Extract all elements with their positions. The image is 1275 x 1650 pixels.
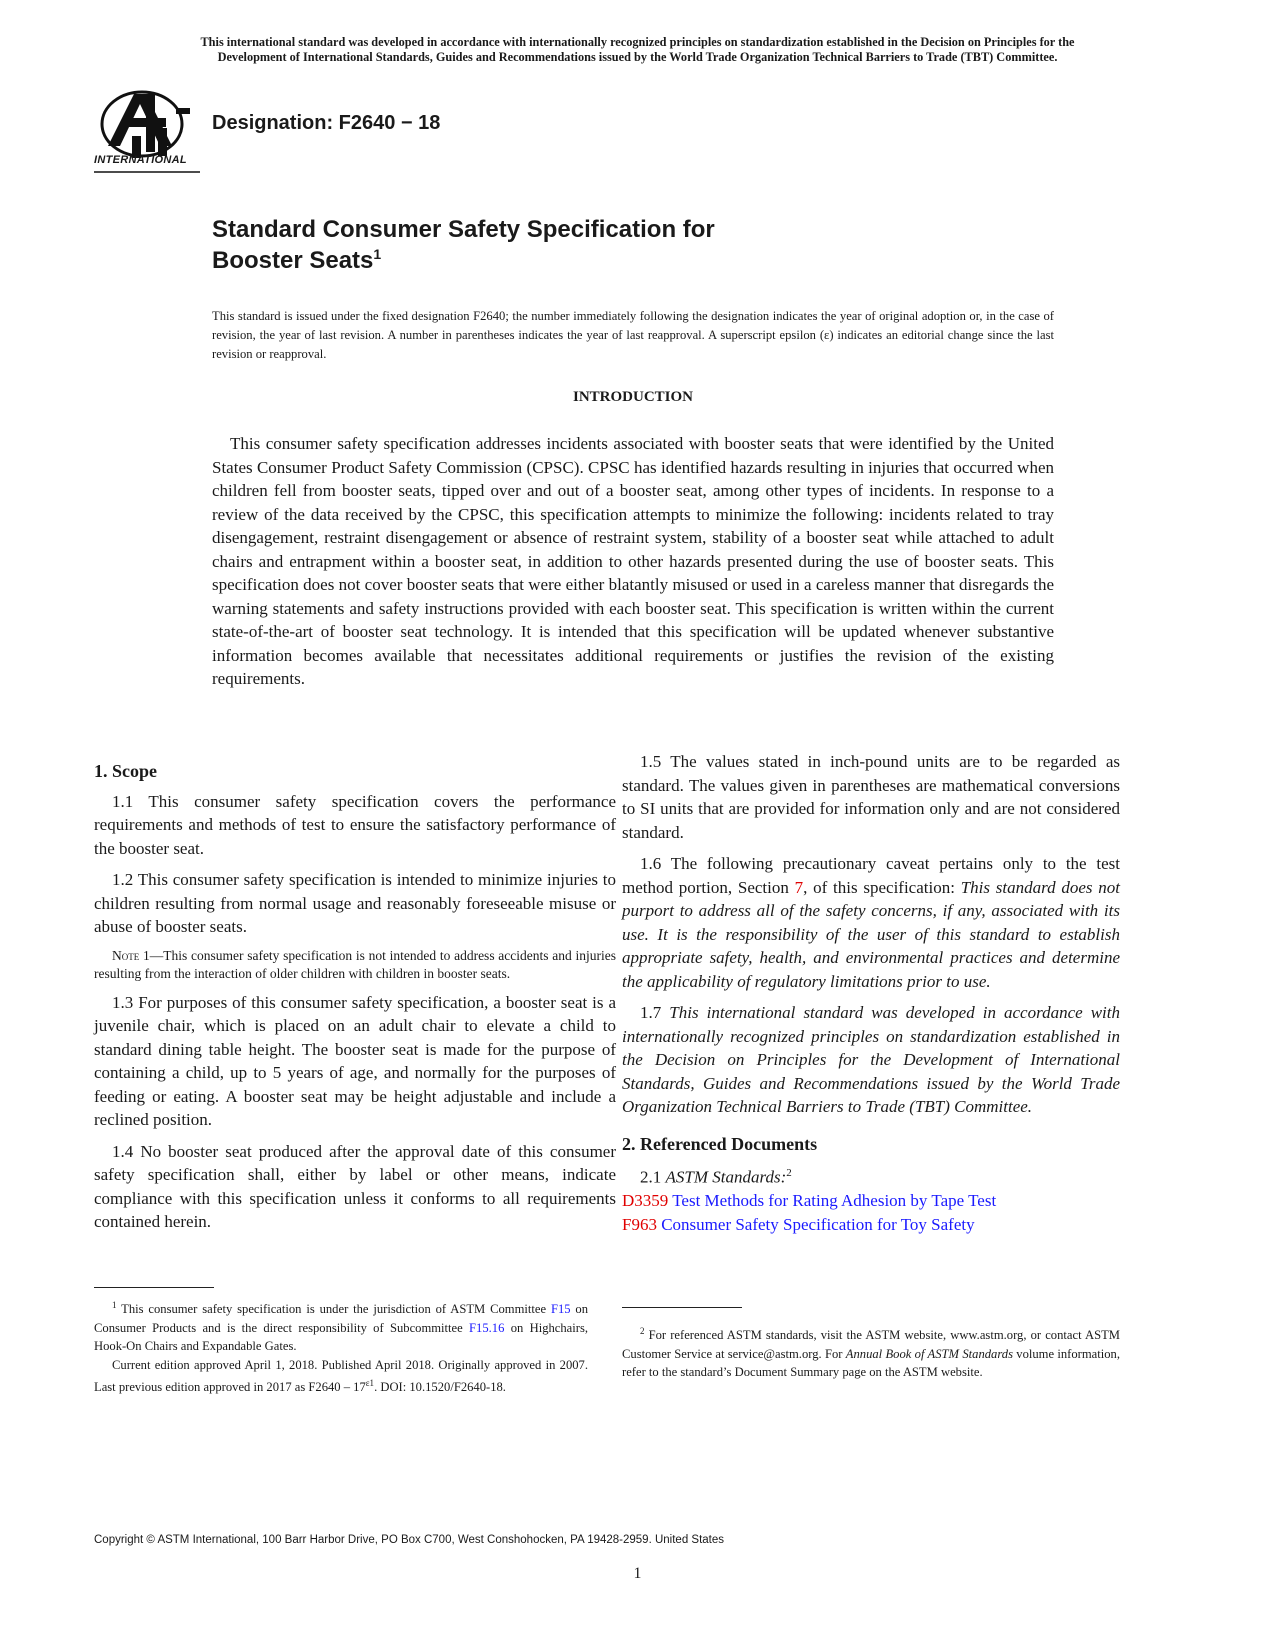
- para-1-5: 1.5 The values stated in inch-pound units are to be regarded as standard. The values given in parentheses are mathematical conversions to SI units that are provided for information only and are not considered standard.: [622, 752, 1120, 842]
- footnote-1-edition: [94, 1356, 588, 1397]
- issued-note: This standard is issued under the fixed designation F2640; the number immediately following the designation indicates the year of original adoption or, in the case of revision, the year of last revision. A number in parentheses indicates the year of last reapproval. A superscript epsilon (ε) indicates an editorial change since the last revision or reapproval.: [212, 309, 1054, 361]
- scope-heading: 1. Scope: [94, 761, 157, 781]
- referenced-heading: 2. Referenced Documents: [622, 1133, 818, 1154]
- footnote-2: [622, 1322, 1120, 1382]
- logo-wordmark: INTERNATIONAL: [94, 154, 187, 166]
- para-2-1-mark: 2: [786, 1167, 792, 1179]
- copyright: Copyright © ASTM International, 100 Barr Harbor Drive, PO Box C700, West Conshohocken, PA 19428-2959. United States: [94, 1534, 725, 1546]
- reference-d3359[interactable]: [622, 1189, 1120, 1213]
- top-notice: [80, 35, 1195, 65]
- top-notice-line2: Development of International Standards, Guides and Recommendations issued by the World Trade Organization Technical Barriers to Trade (TBT) Committee.: [217, 50, 1058, 64]
- reference-f963[interactable]: [622, 1213, 1120, 1237]
- footnote-1-edition-b: . DOI: 10.1520/F2640-18.: [374, 1380, 506, 1395]
- para-1-6-b: , of this specification:: [803, 877, 961, 897]
- footnote-1-mark: 1: [112, 1300, 117, 1310]
- para-1-7-num: 1.7: [640, 1003, 670, 1022]
- footnote-1-text-a: This consumer safety specification is under the jurisdiction of ASTM Committee: [116, 1302, 551, 1317]
- top-notice-line1: This international standard was developed in accordance with internationally recognized principles on standardization established in the Decision on Principles for the: [200, 35, 1075, 49]
- link-section-7[interactable]: 7: [794, 877, 804, 897]
- para-1-4: 1.4 No booster seat produced after the approval date of this consumer safety specification shall, either by label or other means, indicate compliance with this specification unless it conforms to all requirements contained herein.: [94, 1141, 616, 1231]
- footnote-2-italic: Annual Book of ASTM Standards: [845, 1346, 1013, 1361]
- footnote-2-text-b: volume information, refer to the standard’s Document Summary page on the ASTM website.: [622, 1346, 1120, 1380]
- note-1-label: Note 1: [112, 947, 150, 963]
- ref-title-d3359[interactable]: Test Methods for Rating Adhesion by Tape Test: [668, 1191, 997, 1211]
- designation: Designation: F2640 − 18: [212, 112, 441, 134]
- page-number: 1: [633, 1565, 642, 1582]
- para-2-1-text: ASTM Standards:: [665, 1167, 787, 1187]
- para-1-6-a: 1.6 The following precautionary caveat pertains only to the test method portion, Section: [622, 854, 1120, 897]
- footnote-1-edition-a: Current edition approved April 1, 2018. Published April 2018. Originally approved in 2007. Last previous edition approved in 2017 as F2640 – 17: [94, 1357, 588, 1395]
- para-1-6: [622, 852, 1120, 993]
- astm-logo-icon: [94, 88, 200, 180]
- note-1: [94, 947, 616, 983]
- title-line2-text: Booster Seats: [212, 247, 374, 274]
- para-2-1: [622, 1162, 1120, 1189]
- para-1-1: 1.1 This consumer safety specification covers the performance requirements and methods of test to ensure the satisfactory performance of the booster seat.: [94, 791, 616, 858]
- title-footnote-mark: 1: [373, 246, 382, 262]
- para-1-7-text: This international standard was developed in accordance with internationally recognized principles on standardization established in the Decision on Principles for the Development of International Standards, Guides and Recommendations issued by the World Trade Organization Technical Barriers to Trade (TBT) Committee.: [622, 1003, 1120, 1116]
- right-column: [622, 750, 1120, 1236]
- footnote-1-epsilon: ε1: [365, 1378, 375, 1389]
- footnote-1: [94, 1296, 588, 1397]
- ref-code-f963[interactable]: F963: [622, 1214, 657, 1234]
- para-1-3: 1.3 For purposes of this consumer safety specification, a booster seat is a juvenile chair, which is placed on an adult chair to elevate a child to standard dining table height. The booster seat is made for the purpose of containing a child, up to 5 years of age, and normally for the purposes of feeding or eating. A booster seat may be height adjustable and include a reclined position.: [94, 992, 616, 1129]
- astm-logo: [94, 88, 200, 180]
- footnote-2-mark: 2: [640, 1326, 645, 1336]
- link-f15[interactable]: F15: [550, 1302, 571, 1317]
- ref-code-d3359[interactable]: D3359: [622, 1191, 669, 1211]
- title-line1: Standard Consumer Safety Specification for: [212, 216, 715, 243]
- footnote-1-text-b: on Consumer Products and is the direct responsibility of Subcommittee: [94, 1302, 589, 1335]
- footnote-rule-right: [622, 1307, 742, 1308]
- footnote-2-text: [622, 1322, 1120, 1382]
- document-title: [212, 214, 715, 276]
- para-1-6-caveat: This standard does not purport to address all of the safety concerns, if any, associated with its use. It is the responsibility of the user of this standard to establish appropriate safety, health, and environmental practices and determine the applicability of regulatory limitations prior to use.: [622, 877, 1120, 991]
- introduction-text: This consumer safety specification addresses incidents associated with booster seats that were identified by the United States Consumer Product Safety Commission (CPSC). CPSC has identified hazards resulting in injuries that occurred when children fell from booster seats, tipped over and out of a booster seat, among other types of incidents. In response to a review of the data received by the CPSC, this specification attempts to minimize the following: incidents related to tray disengagement, restraint disengagement or absence of restraint system, stability of a booster seat while attached to adult chairs and entrapment within a booster seat, in addition to other hazards presented during the use of booster seats. This specification does not cover booster seats that were either blatantly misused or used in a careless manner that disregards the warning statements and safety instructions provided with each booster seat. This specification is written within the current state-of-the-art of booster seat technology. It is intended that this specification will be updated whenever substantive information becomes available that necessitates additional requirements or justifies the revision of the existing requirements.: [212, 434, 1054, 688]
- left-column: [94, 760, 616, 1242]
- footnote-1-jurisdiction: [94, 1296, 588, 1356]
- link-f15-16[interactable]: F15.16: [469, 1320, 505, 1335]
- introduction-heading: INTRODUCTION: [572, 389, 693, 405]
- title-line2: [212, 245, 715, 276]
- note-1-text: —This consumer safety specification is not intended to address accidents and injuries resulting from the interaction of older children with children in booster seats.: [94, 947, 616, 981]
- footnote-2-text-a: For referenced ASTM standards, visit the ASTM website, www.astm.org, or contact ASTM Customer Service at service@astm.org. For: [622, 1328, 1120, 1361]
- footnote-1-text-c: on Highchairs, Hook-On Chairs and Expandable Gates.: [94, 1320, 588, 1354]
- para-2-1-num: 2.1: [640, 1167, 666, 1187]
- para-1-7: [622, 1001, 1120, 1119]
- para-1-2: 1.2 This consumer safety specification is intended to minimize injuries to children resulting from normal usage and reasonably foreseeable misuse or abuse of booster seats.: [94, 870, 616, 936]
- footnote-rule-left: [94, 1287, 214, 1288]
- ref-title-f963[interactable]: Consumer Safety Specification for Toy Safety: [656, 1214, 975, 1234]
